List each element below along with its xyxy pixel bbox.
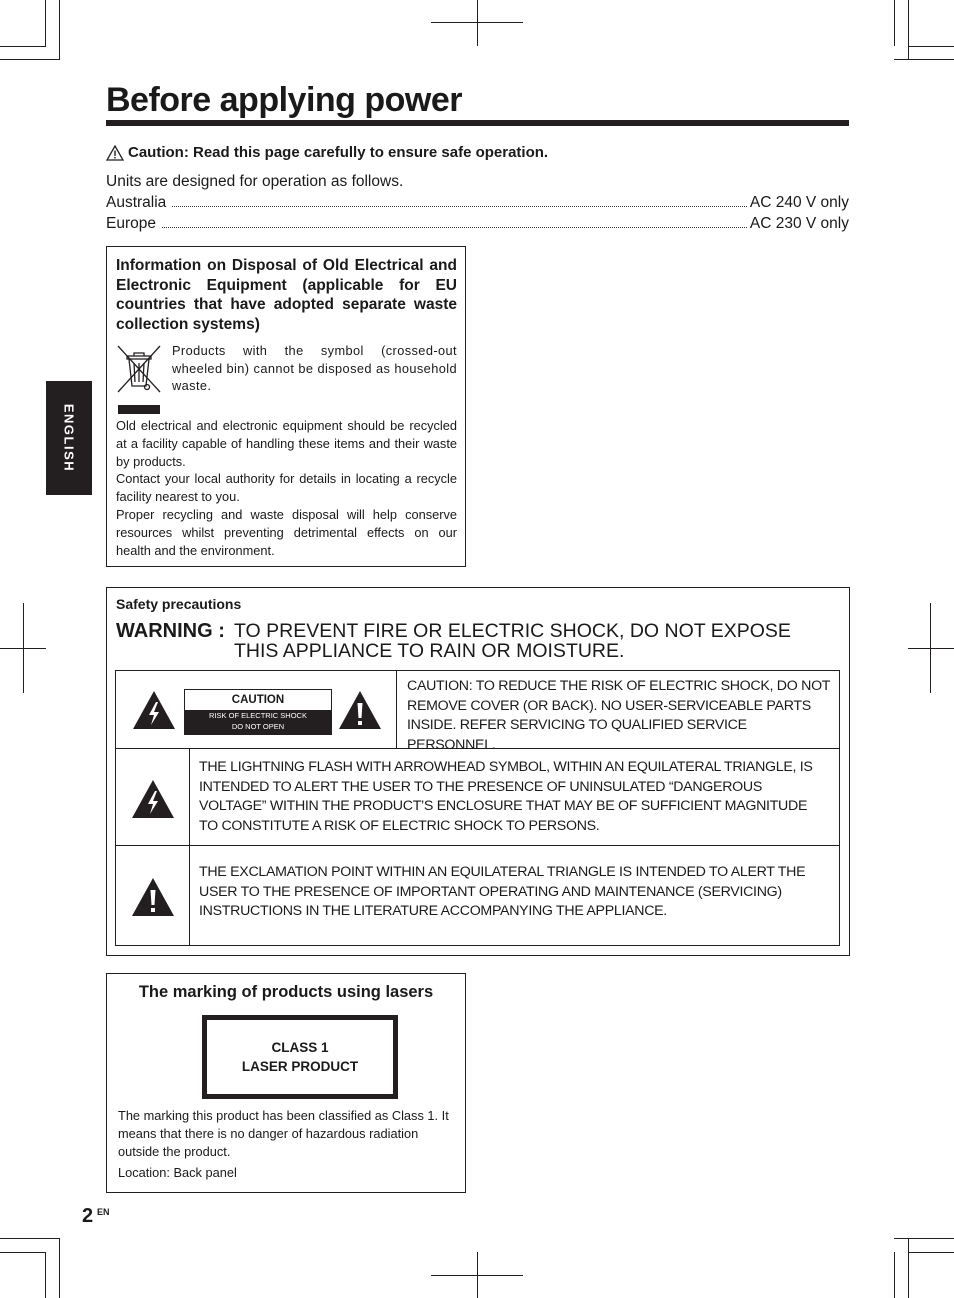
table-divider (189, 749, 190, 845)
disposal-paragraph: Old electrical and electronic equipment should be recycled at a facility capable of handling these items and their waste by products. (116, 418, 457, 469)
laser-class-label (202, 1015, 398, 1099)
dot-leader (172, 205, 747, 207)
warning-triangle-icon (106, 145, 124, 161)
caution-label (184, 689, 332, 735)
warning-label: WARNING : (116, 620, 225, 642)
exclamation-triangle-icon (338, 690, 382, 730)
caution-notice (106, 143, 548, 163)
page-suffix: EN (97, 1207, 110, 1217)
language-tab-label: ENGLISH (61, 403, 77, 473)
laser-label-line: LASER PRODUCT (241, 1059, 359, 1074)
laser-heading: The marking of products using lasers (138, 983, 434, 1001)
title-rule (106, 120, 849, 126)
crossed-out-bin-icon (116, 344, 162, 396)
caution-label-sub-line: RISK OF ELECTRIC SHOCK (209, 711, 307, 720)
exclamation-row (116, 846, 839, 945)
bin-symbol-bar (118, 405, 160, 414)
disposal-paragraph: Proper recycling and waste disposal will help conserve resources whilst preventing detrimental effects on our health and the environment. (116, 507, 457, 558)
caution-row (116, 671, 839, 753)
caution-text: CAUTION: TO REDUCE THE RISK OF ELECTRIC SHOCK, DO NOT REMOVE COVER (OR BACK). NO USER-SERVICEABLE PARTS INSIDE. REFER SERVICING TO QUALIFIED SERVICE PERSONNEL. (407, 678, 830, 753)
laser-marking-box (106, 973, 466, 1193)
caution-label-sub-line: DO NOT OPEN (231, 721, 285, 731)
laser-location: Location: Back panel (118, 1165, 237, 1180)
language-tab (46, 381, 92, 495)
lightning-triangle-icon (131, 779, 175, 819)
lightning-triangle-icon (132, 690, 176, 730)
dot-leader (162, 226, 747, 228)
exclamation-triangle-icon (131, 877, 175, 917)
caution-notice-text: Caution: Read this page carefully to ensure safe operation. (128, 144, 549, 161)
warning-symbols-table (115, 670, 840, 946)
laser-description: The marking this product has been classified as Class 1. It means that there is no danger of hazardous radiation outside the product. (118, 1108, 449, 1159)
disposal-symbol-text: Products with the symbol (crossed-out wheeled bin) cannot be disposed as household waste. (172, 343, 457, 393)
laser-label-line: CLASS 1 (271, 1040, 329, 1055)
page-title: Before applying power (106, 81, 462, 119)
safety-precautions-box (106, 587, 850, 956)
voltage-value: AC 230 V only (749, 215, 849, 232)
table-divider (396, 671, 397, 748)
voltage-value: AC 240 V only (749, 194, 849, 211)
disposal-paragraph: Contact your local authority for details in locating a recycle facility nearest to you. (116, 471, 457, 504)
lightning-row (116, 749, 839, 846)
voltage-region: Australia (106, 194, 167, 211)
warning-text: TO PREVENT FIRE OR ELECTRIC SHOCK, DO NOT EXPOSE THIS APPLIANCE TO RAIN OR MOISTURE. (234, 620, 791, 662)
units-intro: Units are designed for operation as follows. (106, 173, 404, 190)
voltage-region: Europe (106, 215, 156, 232)
lightning-text: THE LIGHTNING FLASH WITH ARROWHEAD SYMBOL, WITHIN AN EQUILATERAL TRIANGLE, IS INTENDED TO ALERT THE USER TO THE PRESENCE OF UNINSULATED “DANGEROUS VOLTAGE” WITHIN THE PRODUCT’S ENCLOSURE THAT MAY BE OF SUFFICIENT MAGNITUDE TO CONSTITUTE A RISK OF ELECTRIC SHOCK TO PERSONS. (199, 759, 813, 834)
caution-label-sub (185, 710, 331, 734)
safety-heading: Safety precautions (116, 596, 242, 612)
disposal-info-box (106, 246, 466, 567)
voltage-row-australia (106, 193, 849, 213)
caution-label-title: CAUTION (231, 694, 285, 706)
table-divider (189, 846, 190, 945)
disposal-heading: Information on Disposal of Old Electrical and Electronic Equipment (applicable for EU countries that have adopted separate waste collection systems) (116, 257, 457, 333)
exclamation-text: THE EXCLAMATION POINT WITHIN AN EQUILATERAL TRIANGLE IS INTENDED TO ALERT THE USER TO THE PRESENCE OF IMPORTANT OPERATING AND MAINTENANCE (SERVICING) INSTRUCTIONS IN THE LITERATURE ACCOMPANYING THE APPLIANCE. (199, 864, 806, 919)
page-number: 2 (82, 1205, 94, 1227)
voltage-row-europe (106, 214, 849, 234)
